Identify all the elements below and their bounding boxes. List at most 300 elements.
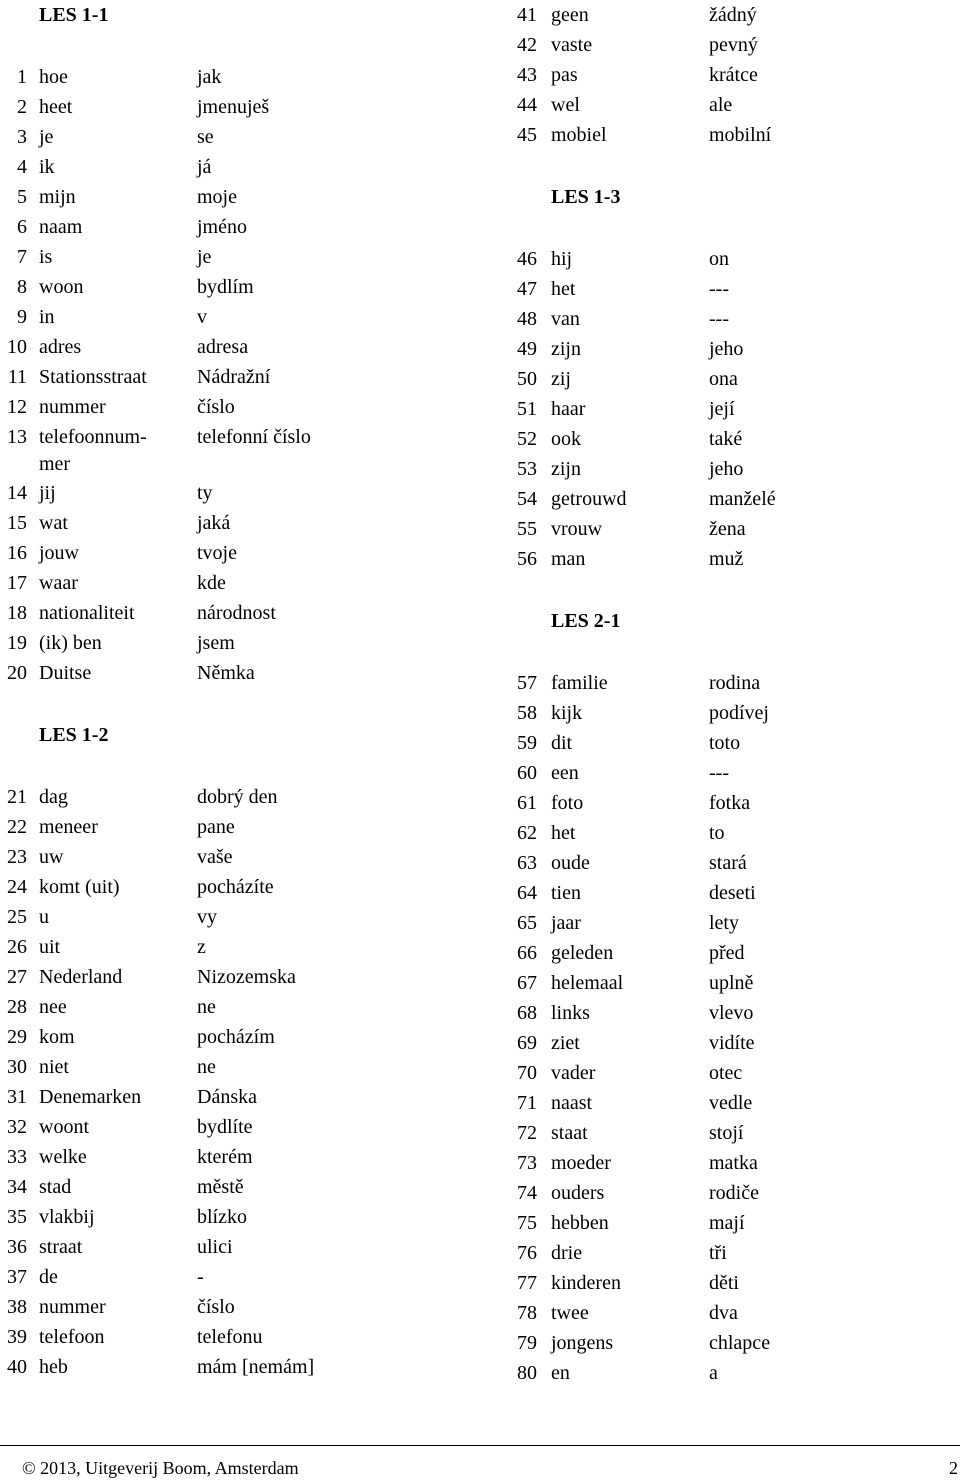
czech-translation: otec: [709, 1062, 743, 1084]
entry-number: 20: [7, 662, 27, 684]
vocab-row: [505, 728, 960, 758]
dutch-word: familie: [551, 672, 608, 694]
entry-number: 8: [17, 276, 27, 298]
dutch-word: is: [39, 246, 53, 268]
dutch-word: wel: [551, 94, 580, 116]
vocab-row: [0, 598, 480, 628]
czech-translation: žádný: [709, 4, 757, 26]
vocab-row: [0, 992, 480, 1022]
dutch-word: Denemarken: [39, 1086, 142, 1108]
dutch-word: u: [39, 906, 49, 928]
vocab-row: [0, 1022, 480, 1052]
czech-translation: ale: [709, 94, 733, 116]
vocab-row: [505, 544, 960, 574]
dutch-word: ziet: [551, 1032, 580, 1054]
vocab-row: [505, 334, 960, 364]
dutch-word: jaar: [551, 912, 581, 934]
dutch-word: haar: [551, 398, 586, 420]
entry-number: 25: [7, 906, 27, 928]
dutch-word: man: [551, 548, 586, 570]
czech-translation: mají: [709, 1212, 745, 1234]
dutch-word: moeder: [551, 1152, 611, 1174]
dutch-word: hoe: [39, 66, 68, 88]
dutch-word: ouders: [551, 1182, 605, 1204]
dutch-word: het: [551, 822, 576, 844]
vocab-row: [505, 1028, 960, 1058]
dutch-word: zijn: [551, 458, 581, 480]
czech-translation: národnost: [197, 602, 276, 624]
vocab-row: [505, 484, 960, 514]
entry-number: 64: [517, 882, 537, 904]
dutch-word: dag: [39, 786, 68, 808]
czech-translation: jmenuješ: [197, 96, 270, 118]
dutch-word: Stationsstraat: [39, 366, 147, 388]
vocab-row: [505, 968, 960, 998]
czech-translation: ne: [197, 1056, 216, 1078]
entry-number: 5: [17, 186, 27, 208]
entry-number: 49: [517, 338, 537, 360]
czech-translation: je: [197, 246, 212, 268]
entry-number: 44: [517, 94, 537, 116]
czech-translation: kde: [197, 572, 226, 594]
entry-number: 12: [7, 396, 27, 418]
vocab-row: [0, 122, 480, 152]
entry-number: 24: [7, 876, 27, 898]
dutch-word: zij: [551, 368, 571, 390]
dutch-word: straat: [39, 1236, 83, 1258]
dutch-word: (ik) ben: [39, 632, 102, 654]
entry-number: 45: [517, 124, 537, 146]
entry-number: 47: [517, 278, 537, 300]
dutch-word: dit: [551, 732, 573, 754]
entry-number: 36: [7, 1236, 27, 1258]
dutch-word: een: [551, 762, 579, 784]
vocab-row: [0, 812, 480, 842]
entry-number: 78: [517, 1302, 537, 1324]
czech-translation: rodina: [709, 672, 761, 694]
vocab-row: [0, 782, 480, 812]
entry-number: 57: [517, 672, 537, 694]
vocab-row: [0, 962, 480, 992]
czech-translation: z: [197, 936, 206, 958]
dutch-word: woont: [39, 1116, 89, 1138]
czech-translation: on: [709, 248, 729, 270]
vocab-row: [505, 1208, 960, 1238]
vocab-row: [505, 394, 960, 424]
czech-translation: tvoje: [197, 542, 237, 564]
entry-number: 16: [7, 542, 27, 564]
dutch-word: jouw: [39, 542, 79, 564]
dutch-word: waar: [39, 572, 78, 594]
czech-translation: muž: [709, 548, 744, 570]
entry-number: 69: [517, 1032, 537, 1054]
czech-translation: telefonu: [197, 1326, 263, 1348]
entry-number: 7: [17, 246, 27, 268]
czech-translation: ulici: [197, 1236, 233, 1258]
czech-translation: ne: [197, 996, 216, 1018]
entry-number: 37: [7, 1266, 27, 1288]
entry-number: 27: [7, 966, 27, 988]
czech-translation: číslo: [197, 396, 235, 418]
vocab-row: [0, 628, 480, 658]
entry-number: 34: [7, 1176, 27, 1198]
dutch-word: telefoonnum- mer: [39, 426, 147, 475]
dutch-word: ik: [39, 156, 55, 178]
entry-number: 48: [517, 308, 537, 330]
czech-translation: mám [nemám]: [197, 1356, 315, 1378]
czech-translation: Nizozemska: [197, 966, 296, 988]
vocab-row: [505, 454, 960, 484]
vocab-row: [0, 92, 480, 122]
dutch-word: staat: [551, 1122, 588, 1144]
czech-translation: bydlím: [197, 276, 254, 298]
entry-number: 39: [7, 1326, 27, 1348]
czech-translation: před: [709, 942, 745, 964]
dutch-word: vader: [551, 1062, 596, 1084]
entry-number: 53: [517, 458, 537, 480]
czech-translation: ---: [709, 308, 729, 330]
vocab-row: [505, 274, 960, 304]
dutch-word: heet: [39, 96, 73, 118]
dutch-word: links: [551, 1002, 590, 1024]
vocab-row: [505, 1178, 960, 1208]
dutch-word: telefoon: [39, 1326, 105, 1348]
entry-number: 18: [7, 602, 27, 624]
czech-translation: deseti: [709, 882, 756, 904]
heading-spacer: [0, 750, 480, 782]
czech-translation: pocházím: [197, 1026, 275, 1048]
dutch-word: vlakbij: [39, 1206, 95, 1228]
vocab-row: [0, 362, 480, 392]
czech-translation: to: [709, 822, 725, 844]
vocab-row: [505, 424, 960, 454]
dutch-word: foto: [551, 792, 584, 814]
vocab-row: [505, 1358, 960, 1388]
entry-number: 23: [7, 846, 27, 868]
czech-translation: já: [197, 156, 212, 178]
vocab-row: [505, 90, 960, 120]
czech-translation: její: [709, 398, 735, 420]
entry-number: 28: [7, 996, 27, 1018]
vocab-row: [0, 1172, 480, 1202]
czech-translation: -: [197, 1266, 204, 1288]
czech-translation: pevný: [709, 34, 758, 56]
entry-number: 72: [517, 1122, 537, 1144]
vocab-row: [0, 478, 480, 508]
entry-number: 11: [7, 366, 27, 388]
dutch-word: en: [551, 1362, 570, 1384]
czech-translation: městě: [197, 1176, 244, 1198]
dutch-word: niet: [39, 1056, 69, 1078]
lesson-heading: LES 1-1: [39, 4, 109, 26]
czech-translation: Dánska: [197, 1086, 257, 1108]
dutch-word: hij: [551, 248, 573, 270]
vocab-row: [505, 1118, 960, 1148]
vocab-row: [0, 1352, 480, 1382]
vocab-row: [505, 1238, 960, 1268]
entry-number: 67: [517, 972, 537, 994]
czech-translation: lety: [709, 912, 739, 934]
vocab-row: [0, 932, 480, 962]
vocab-row: [505, 0, 960, 30]
vocab-row: [0, 1202, 480, 1232]
entry-number: 6: [17, 216, 27, 238]
entry-number: 70: [517, 1062, 537, 1084]
czech-translation: vaše: [197, 846, 233, 868]
vocab-row: [0, 1082, 480, 1112]
czech-translation: jak: [197, 66, 222, 88]
vocab-row: [0, 242, 480, 272]
entry-number: 29: [7, 1026, 27, 1048]
entry-number: 54: [517, 488, 537, 510]
page-footer: [0, 1445, 960, 1480]
vocab-row: [505, 758, 960, 788]
heading-spacer: [0, 30, 480, 62]
lesson-heading: LES 1-2: [39, 724, 109, 746]
entry-number: 17: [7, 572, 27, 594]
vocab-row: [505, 908, 960, 938]
vocab-row: [0, 332, 480, 362]
section-spacer: [505, 574, 960, 606]
entry-number: 60: [517, 762, 537, 784]
entry-number: 26: [7, 936, 27, 958]
dutch-word: oude: [551, 852, 590, 874]
dutch-word: nummer: [39, 1296, 106, 1318]
entry-number: 41: [517, 4, 537, 26]
czech-translation: toto: [709, 732, 741, 754]
dutch-word: welke: [39, 1146, 87, 1168]
dutch-word: kom: [39, 1026, 75, 1048]
czech-translation: žena: [709, 518, 746, 540]
entry-number: 58: [517, 702, 537, 724]
czech-translation: jeho: [709, 458, 744, 480]
czech-translation: a: [709, 1362, 718, 1384]
vocab-row: [505, 938, 960, 968]
dutch-word: tien: [551, 882, 581, 904]
vocab-row: [0, 1112, 480, 1142]
dutch-word: nee: [39, 996, 67, 1018]
dutch-word: nationaliteit: [39, 602, 135, 624]
vocab-row: [505, 1148, 960, 1178]
czech-translation: rodiče: [709, 1182, 759, 1204]
dutch-word: het: [551, 278, 576, 300]
entry-number: 75: [517, 1212, 537, 1234]
czech-translation: krátce: [709, 64, 758, 86]
entry-number: 76: [517, 1242, 537, 1264]
entry-number: 65: [517, 912, 537, 934]
czech-translation: stojí: [709, 1122, 744, 1144]
dutch-word: uit: [39, 936, 61, 958]
vocab-row: [0, 1232, 480, 1262]
vocab-row: [505, 30, 960, 60]
section-spacer: [505, 150, 960, 182]
heading-spacer: [505, 636, 960, 668]
lesson-heading: LES 2-1: [551, 610, 621, 632]
czech-translation: ---: [709, 278, 729, 300]
vocab-row: [505, 698, 960, 728]
czech-translation: děti: [709, 1272, 739, 1294]
dutch-word: kinderen: [551, 1272, 621, 1294]
dutch-word: je: [39, 126, 54, 148]
entry-number: 80: [517, 1362, 537, 1384]
entry-number: 68: [517, 1002, 537, 1024]
dutch-word: uw: [39, 846, 64, 868]
page-number: 2: [949, 1458, 958, 1478]
czech-translation: fotka: [709, 792, 751, 814]
entry-number: 56: [517, 548, 537, 570]
entry-number: 74: [517, 1182, 537, 1204]
entry-number: 19: [7, 632, 27, 654]
czech-translation: vedle: [709, 1092, 753, 1114]
vocab-row: [0, 508, 480, 538]
entry-number: 2: [17, 96, 27, 118]
vocab-row: [0, 152, 480, 182]
czech-translation: vy: [197, 906, 217, 928]
dutch-word: naast: [551, 1092, 593, 1114]
dutch-word: Duitse: [39, 662, 92, 684]
vocab-row: [505, 788, 960, 818]
czech-translation: vidíte: [709, 1032, 755, 1054]
vocab-row: [0, 872, 480, 902]
czech-translation: pocházíte: [197, 876, 274, 898]
dutch-word: drie: [551, 1242, 583, 1264]
vocab-row: [0, 212, 480, 242]
vocab-row: [0, 62, 480, 92]
czech-translation: jsem: [197, 632, 235, 654]
czech-translation: ---: [709, 762, 729, 784]
vocab-row: [0, 1052, 480, 1082]
entry-number: 52: [517, 428, 537, 450]
dutch-word: getrouwd: [551, 488, 627, 510]
entry-number: 59: [517, 732, 537, 754]
czech-translation: číslo: [197, 1296, 235, 1318]
section-spacer: [0, 688, 480, 720]
czech-translation: podívej: [709, 702, 769, 724]
vocab-row: [0, 182, 480, 212]
czech-translation: blízko: [197, 1206, 247, 1228]
czech-translation: Nádražní: [197, 366, 271, 388]
dutch-word: zijn: [551, 338, 581, 360]
dutch-word: twee: [551, 1302, 589, 1324]
entry-number: 42: [517, 34, 537, 56]
dutch-word: woon: [39, 276, 84, 298]
czech-translation: tři: [709, 1242, 727, 1264]
vocab-row: [0, 902, 480, 932]
vocab-row: [0, 1142, 480, 1172]
footer-copyright: © 2013, Uitgeverij Boom, Amsterdam: [22, 1458, 299, 1478]
vocab-row: [0, 842, 480, 872]
dutch-word: stad: [39, 1176, 72, 1198]
czech-translation: uplně: [709, 972, 754, 994]
czech-translation: kterém: [197, 1146, 253, 1168]
dutch-word: pas: [551, 64, 578, 86]
czech-translation: telefonní číslo: [197, 426, 311, 448]
vocab-row: [505, 1328, 960, 1358]
vocab-row: [0, 1292, 480, 1322]
vocab-row: [505, 60, 960, 90]
czech-translation: manželé: [709, 488, 776, 510]
czech-translation: dva: [709, 1302, 738, 1324]
vocab-row: [0, 568, 480, 598]
entry-number: 77: [517, 1272, 537, 1294]
entry-number: 32: [7, 1116, 27, 1138]
dutch-word: jongens: [551, 1332, 614, 1354]
vocab-row: [0, 1322, 480, 1352]
vocab-row: [505, 1058, 960, 1088]
czech-translation: vlevo: [709, 1002, 754, 1024]
vocab-row: [0, 422, 480, 478]
lesson-heading: LES 1-3: [551, 186, 621, 208]
vocab-row: [0, 302, 480, 332]
left-column: [0, 0, 480, 1382]
vocab-row: [0, 658, 480, 688]
czech-translation: ona: [709, 368, 738, 390]
entry-number: 46: [517, 248, 537, 270]
dutch-word: vrouw: [551, 518, 603, 540]
dutch-word: ook: [551, 428, 581, 450]
vocab-row: [505, 514, 960, 544]
czech-translation: pane: [197, 816, 235, 838]
entry-number: 66: [517, 942, 537, 964]
vocab-row: [505, 848, 960, 878]
dutch-word: Nederland: [39, 966, 123, 988]
czech-translation: moje: [197, 186, 237, 208]
vocab-row: [0, 272, 480, 302]
czech-translation: se: [197, 126, 214, 148]
dutch-word: adres: [39, 336, 82, 358]
entry-number: 71: [517, 1092, 537, 1114]
dutch-word: naam: [39, 216, 83, 238]
entry-number: 14: [7, 482, 27, 504]
dutch-word: de: [39, 1266, 58, 1288]
vocab-row: [0, 392, 480, 422]
entry-number: 22: [7, 816, 27, 838]
dutch-word: wat: [39, 512, 68, 534]
dutch-word: geen: [551, 4, 589, 26]
vocab-row: [505, 120, 960, 150]
entry-number: 31: [7, 1086, 27, 1108]
entry-number: 33: [7, 1146, 27, 1168]
entry-number: 63: [517, 852, 537, 874]
entry-number: 10: [7, 336, 27, 358]
dutch-word: helemaal: [551, 972, 624, 994]
vocab-row: [505, 304, 960, 334]
czech-translation: bydlíte: [197, 1116, 253, 1138]
czech-translation: dobrý den: [197, 786, 278, 808]
entry-number: 61: [517, 792, 537, 814]
dutch-word: van: [551, 308, 580, 330]
vocab-row: [505, 668, 960, 698]
entry-number: 13: [7, 426, 27, 448]
entry-number: 79: [517, 1332, 537, 1354]
vocab-row: [505, 1298, 960, 1328]
entry-number: 1: [17, 66, 27, 88]
heading-spacer: [505, 212, 960, 244]
entry-number: 35: [7, 1206, 27, 1228]
czech-translation: ty: [197, 482, 213, 504]
entry-number: 51: [517, 398, 537, 420]
entry-number: 43: [517, 64, 537, 86]
entry-number: 4: [17, 156, 27, 178]
entry-number: 62: [517, 822, 537, 844]
dutch-word: meneer: [39, 816, 98, 838]
dutch-word: mijn: [39, 186, 76, 208]
vocab-row: [505, 364, 960, 394]
vocab-row: [505, 1088, 960, 1118]
czech-translation: jeho: [709, 338, 744, 360]
czech-translation: Němka: [197, 662, 255, 684]
vocab-row: [0, 538, 480, 568]
